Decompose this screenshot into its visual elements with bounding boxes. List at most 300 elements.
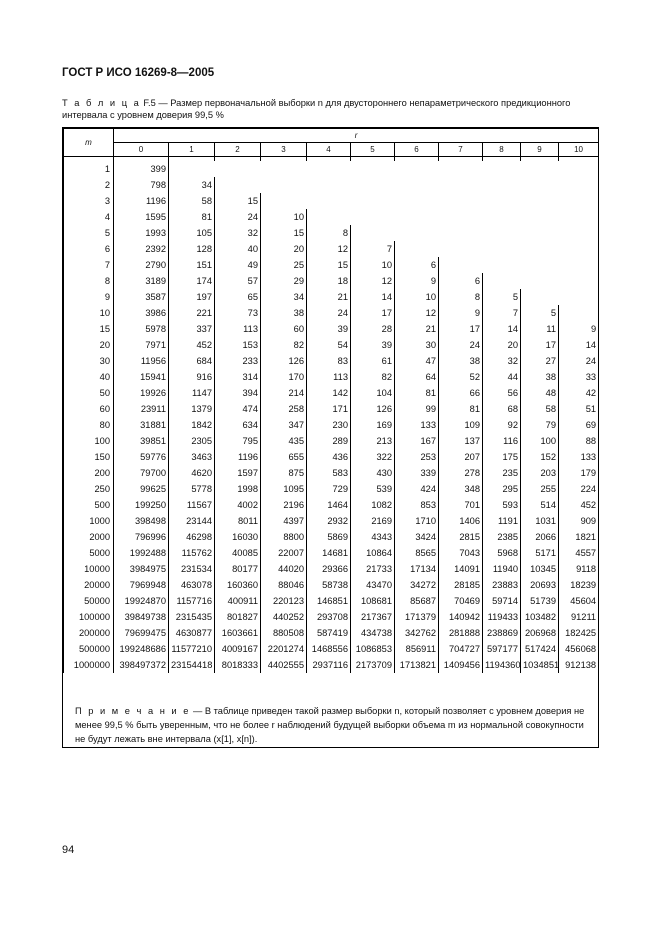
- table-cell: 253: [395, 449, 439, 465]
- table-cell: 68: [483, 401, 521, 417]
- r-value-header: 6: [395, 143, 439, 157]
- row-m-value: 500000: [64, 641, 114, 657]
- table-cell: 52: [439, 369, 483, 385]
- row-m-value: 30: [64, 353, 114, 369]
- r-value-header: 5: [351, 143, 395, 157]
- table-cell: 5968: [483, 545, 521, 561]
- table-cell: 22007: [261, 545, 307, 561]
- row-m-value: 10: [64, 305, 114, 321]
- table-cell: 880508: [261, 625, 307, 641]
- table-cell: 116: [483, 433, 521, 449]
- table-cell: 1821: [559, 529, 599, 545]
- table-cell: 295: [483, 481, 521, 497]
- table-cell: 170: [261, 369, 307, 385]
- table-cell: 2196: [261, 497, 307, 513]
- table-cell: 224: [559, 481, 599, 497]
- table-cell: 24: [439, 337, 483, 353]
- table-cell: 322: [351, 449, 395, 465]
- table-cell: 1406: [439, 513, 483, 529]
- table-cell: [483, 225, 521, 241]
- table-cell: 79: [521, 417, 559, 433]
- table-cell: 104: [351, 385, 395, 401]
- table-cell: 2315435: [169, 609, 215, 625]
- table-cell: 10: [395, 289, 439, 305]
- table-cell: 58: [169, 193, 215, 209]
- table-row: [64, 497, 599, 513]
- table-caption: [62, 97, 602, 121]
- table-row: [64, 273, 599, 289]
- table-cell: 40085: [215, 545, 261, 561]
- table-cell: 58738: [307, 577, 351, 593]
- table-cell: 1147: [169, 385, 215, 401]
- r-value-header: 1: [169, 143, 215, 157]
- table-cell: [559, 177, 599, 193]
- table-cell: [559, 161, 599, 177]
- table-row: [64, 465, 599, 481]
- col-r-header: r: [114, 129, 599, 143]
- table-row: [64, 385, 599, 401]
- table-cell: 337: [169, 321, 215, 337]
- table-cell: [439, 193, 483, 209]
- table-cell: 10345: [521, 561, 559, 577]
- table-row: [64, 257, 599, 273]
- table-cell: 113: [307, 369, 351, 385]
- table-cell: 59714: [483, 593, 521, 609]
- table-cell: 18: [307, 273, 351, 289]
- table-cell: 729: [307, 481, 351, 497]
- table-cell: 293708: [307, 609, 351, 625]
- table-cell: 48: [521, 385, 559, 401]
- table-cell: 436: [307, 449, 351, 465]
- table-cell: 57: [215, 273, 261, 289]
- table-cell: [559, 305, 599, 321]
- table-cell: [261, 193, 307, 209]
- table-cell: 58: [521, 401, 559, 417]
- table-cell: 2169: [351, 513, 395, 529]
- table-cell: 217367: [351, 609, 395, 625]
- table-cell: [439, 161, 483, 177]
- table-cell: 51739: [521, 593, 559, 609]
- table-cell: 4397: [261, 513, 307, 529]
- table-cell: 1086853: [351, 641, 395, 657]
- table-cell: 856911: [395, 641, 439, 657]
- table-cell: 289: [307, 433, 351, 449]
- table-cell: 88: [559, 433, 599, 449]
- table-cell: 169: [351, 417, 395, 433]
- table-cell: 79699475: [114, 625, 169, 641]
- table-cell: 12: [307, 241, 351, 257]
- table-row: [64, 481, 599, 497]
- table-cell: [521, 289, 559, 305]
- caption-label: Т а б л и ц а: [62, 98, 141, 108]
- table-cell: 1196: [114, 193, 169, 209]
- table-cell: 339: [395, 465, 439, 481]
- row-m-value: 20000: [64, 577, 114, 593]
- table-cell: 4557: [559, 545, 599, 561]
- table-row: [64, 577, 599, 593]
- table-cell: 583: [307, 465, 351, 481]
- table-cell: [351, 193, 395, 209]
- table-cell: 38: [439, 353, 483, 369]
- table-cell: 17134: [395, 561, 439, 577]
- table-cell: 46298: [169, 529, 215, 545]
- row-m-value: 80: [64, 417, 114, 433]
- table-cell: 17: [521, 337, 559, 353]
- table-cell: 160360: [215, 577, 261, 593]
- table-cell: [521, 193, 559, 209]
- table-cell: 8: [439, 289, 483, 305]
- table-cell: 199250: [114, 497, 169, 513]
- table-cell: 2937116: [307, 657, 351, 673]
- table-cell: 14: [483, 321, 521, 337]
- table-cell: 2201274: [261, 641, 307, 657]
- table-cell: 3587: [114, 289, 169, 305]
- table-cell: 10: [261, 209, 307, 225]
- table-cell: 119433: [483, 609, 521, 625]
- table-cell: 8018333: [215, 657, 261, 673]
- table-cell: 231534: [169, 561, 215, 577]
- row-m-value: 40: [64, 369, 114, 385]
- table-cell: 1409456: [439, 657, 483, 673]
- table-cell: 394: [215, 385, 261, 401]
- table-row: [64, 177, 599, 193]
- table-cell: 6: [395, 257, 439, 273]
- table-cell: 1993: [114, 225, 169, 241]
- table-cell: 34: [169, 177, 215, 193]
- table-row: [64, 401, 599, 417]
- table-cell: 4630877: [169, 625, 215, 641]
- table-cell: 4620: [169, 465, 215, 481]
- table-cell: 517424: [521, 641, 559, 657]
- table-cell: 514: [521, 497, 559, 513]
- table-row: [64, 209, 599, 225]
- table-cell: 103482: [521, 609, 559, 625]
- row-m-value: 6: [64, 241, 114, 257]
- row-m-value: 100: [64, 433, 114, 449]
- table-cell: 474: [215, 401, 261, 417]
- table-cell: [395, 225, 439, 241]
- table-cell: 593: [483, 497, 521, 513]
- table-cell: [395, 161, 439, 177]
- table-cell: 634: [215, 417, 261, 433]
- row-m-value: 10000: [64, 561, 114, 577]
- table-row: [64, 241, 599, 257]
- table-cell: 100: [521, 433, 559, 449]
- document-header: ГОСТ Р ИСО 16269-8—2005: [62, 67, 215, 79]
- table-cell: 34272: [395, 577, 439, 593]
- table-cell: [261, 177, 307, 193]
- table-cell: 655: [261, 449, 307, 465]
- row-m-value: 1: [64, 161, 114, 177]
- table-cell: 126: [351, 401, 395, 417]
- table-cell: 24: [307, 305, 351, 321]
- table-cell: 399: [114, 161, 169, 177]
- table-cell: 15: [307, 257, 351, 273]
- table-cell: [439, 225, 483, 241]
- table-cell: 16030: [215, 529, 261, 545]
- table-cell: 398497372: [114, 657, 169, 673]
- table-cell: 70469: [439, 593, 483, 609]
- table-cell: 33: [559, 369, 599, 385]
- table-row: [64, 529, 599, 545]
- table-cell: 182425: [559, 625, 599, 641]
- table-cell: 430: [351, 465, 395, 481]
- table-cell: 171379: [395, 609, 439, 625]
- table-cell: 197: [169, 289, 215, 305]
- row-m-value: 7: [64, 257, 114, 273]
- note-label: П р и м е ч а н и е: [75, 706, 191, 716]
- table-cell: [261, 161, 307, 177]
- table-cell: 24: [215, 209, 261, 225]
- table-cell: 798: [114, 177, 169, 193]
- r-value-header: 8: [483, 143, 521, 157]
- table-cell: 214: [261, 385, 307, 401]
- table-row: [64, 625, 599, 641]
- table-cell: [307, 161, 351, 177]
- table-cell: 29: [261, 273, 307, 289]
- table-cell: 19924870: [114, 593, 169, 609]
- table-cell: 1379: [169, 401, 215, 417]
- table-cell: 2173709: [351, 657, 395, 673]
- table-cell: [351, 209, 395, 225]
- table-cell: [169, 161, 215, 177]
- table-cell: 20: [261, 241, 307, 257]
- table-cell: 59776: [114, 449, 169, 465]
- table-cell: 167: [395, 433, 439, 449]
- table-cell: 4343: [351, 529, 395, 545]
- table-cell: 4402555: [261, 657, 307, 673]
- table-cell: 18239: [559, 577, 599, 593]
- table-cell: 80177: [215, 561, 261, 577]
- table-cell: 853: [395, 497, 439, 513]
- table-frame: [62, 127, 599, 748]
- table-cell: [559, 241, 599, 257]
- table-cell: 31881: [114, 417, 169, 433]
- table-cell: 1031: [521, 513, 559, 529]
- sample-size-table: [63, 128, 599, 673]
- table-cell: 19926: [114, 385, 169, 401]
- row-m-value: 500: [64, 497, 114, 513]
- table-cell: [521, 241, 559, 257]
- row-m-value: 20: [64, 337, 114, 353]
- table-cell: 73: [215, 305, 261, 321]
- table-cell: 7971: [114, 337, 169, 353]
- table-cell: 3984975: [114, 561, 169, 577]
- table-cell: 1095: [261, 481, 307, 497]
- table-cell: 23911: [114, 401, 169, 417]
- table-cell: 314: [215, 369, 261, 385]
- table-cell: 14: [351, 289, 395, 305]
- table-row: [64, 353, 599, 369]
- table-cell: 203: [521, 465, 559, 481]
- table-cell: [521, 273, 559, 289]
- table-cell: 91211: [559, 609, 599, 625]
- table-cell: 11: [521, 321, 559, 337]
- table-cell: 2790: [114, 257, 169, 273]
- table-cell: [395, 177, 439, 193]
- table-cell: 7: [483, 305, 521, 321]
- table-cell: 24: [559, 353, 599, 369]
- table-row: [64, 337, 599, 353]
- table-cell: 916: [169, 369, 215, 385]
- table-cell: 8011: [215, 513, 261, 529]
- table-cell: 38: [261, 305, 307, 321]
- table-row: [64, 545, 599, 561]
- table-cell: 15: [215, 193, 261, 209]
- table-row: [64, 161, 599, 177]
- page-number: 94: [62, 844, 75, 856]
- table-cell: 99: [395, 401, 439, 417]
- table-cell: 587419: [307, 625, 351, 641]
- table-cell: 151: [169, 257, 215, 273]
- table-cell: 1194360: [483, 657, 521, 673]
- table-cell: [483, 209, 521, 225]
- table-cell: 29366: [307, 561, 351, 577]
- table-cell: 440252: [261, 609, 307, 625]
- table-cell: 42: [559, 385, 599, 401]
- table-cell: 7: [351, 241, 395, 257]
- table-cell: 1464: [307, 497, 351, 513]
- table-cell: [559, 225, 599, 241]
- table-cell: 9118: [559, 561, 599, 577]
- row-m-value: 15: [64, 321, 114, 337]
- table-cell: 44: [483, 369, 521, 385]
- table-cell: 199248686: [114, 641, 169, 657]
- table-cell: 39: [351, 337, 395, 353]
- table-cell: 342762: [395, 625, 439, 641]
- table-cell: 2385: [483, 529, 521, 545]
- table-cell: 5171: [521, 545, 559, 561]
- table-cell: 6: [439, 273, 483, 289]
- table-cell: 60: [261, 321, 307, 337]
- table-cell: 4009167: [215, 641, 261, 657]
- table-cell: [395, 241, 439, 257]
- table-cell: 400911: [215, 593, 261, 609]
- table-cell: 4002: [215, 497, 261, 513]
- table-cell: 49: [215, 257, 261, 273]
- table-cell: 115762: [169, 545, 215, 561]
- table-cell: 47: [395, 353, 439, 369]
- row-m-value: 2000: [64, 529, 114, 545]
- table-cell: 25: [261, 257, 307, 273]
- table-cell: 12: [351, 273, 395, 289]
- table-cell: 38: [521, 369, 559, 385]
- table-cell: 2305: [169, 433, 215, 449]
- row-m-value: 1000000: [64, 657, 114, 673]
- table-cell: [439, 177, 483, 193]
- table-cell: [483, 193, 521, 209]
- row-m-value: 250: [64, 481, 114, 497]
- table-cell: 452: [559, 497, 599, 513]
- table-cell: 1034851: [521, 657, 559, 673]
- table-cell: 452: [169, 337, 215, 353]
- table-cell: 456068: [559, 641, 599, 657]
- table-cell: 398498: [114, 513, 169, 529]
- table-cell: 14681: [307, 545, 351, 561]
- row-m-value: 200: [64, 465, 114, 481]
- table-cell: [559, 257, 599, 273]
- caption-text: F.5 — Размер первоначальной выборки n для двустороннего непараметрического предикционного интервала с уровнем доверия 99,5 %: [62, 98, 571, 120]
- table-cell: 435: [261, 433, 307, 449]
- row-m-value: 200000: [64, 625, 114, 641]
- table-cell: 27: [521, 353, 559, 369]
- table-cell: 17: [439, 321, 483, 337]
- table-cell: 1992488: [114, 545, 169, 561]
- row-m-value: 3: [64, 193, 114, 209]
- table-cell: 9: [559, 321, 599, 337]
- table-cell: 81: [395, 385, 439, 401]
- r-value-header: 4: [307, 143, 351, 157]
- table-cell: 2932: [307, 513, 351, 529]
- table-cell: 109: [439, 417, 483, 433]
- table-cell: 1157716: [169, 593, 215, 609]
- table-row: [64, 369, 599, 385]
- table-cell: 1998: [215, 481, 261, 497]
- table-cell: 92: [483, 417, 521, 433]
- table-cell: [483, 161, 521, 177]
- table-cell: 21: [395, 321, 439, 337]
- table-cell: 61: [351, 353, 395, 369]
- table-cell: [483, 241, 521, 257]
- r-value-header: 0: [114, 143, 169, 157]
- table-cell: 43470: [351, 577, 395, 593]
- table-cell: 39849738: [114, 609, 169, 625]
- table-cell: 17: [351, 305, 395, 321]
- table-cell: 126: [261, 353, 307, 369]
- table-cell: 45604: [559, 593, 599, 609]
- table-cell: 88046: [261, 577, 307, 593]
- table-cell: 113: [215, 321, 261, 337]
- table-cell: 39: [307, 321, 351, 337]
- table-row: [64, 593, 599, 609]
- table-cell: 56: [483, 385, 521, 401]
- table-cell: 5778: [169, 481, 215, 497]
- table-cell: 233: [215, 353, 261, 369]
- table-cell: 3463: [169, 449, 215, 465]
- table-cell: 21: [307, 289, 351, 305]
- table-cell: 133: [395, 417, 439, 433]
- table-cell: 684: [169, 353, 215, 369]
- table-row: [64, 225, 599, 241]
- table-cell: 15: [261, 225, 307, 241]
- table-cell: 99625: [114, 481, 169, 497]
- table-cell: 2815: [439, 529, 483, 545]
- table-cell: 1710: [395, 513, 439, 529]
- row-m-value: 50: [64, 385, 114, 401]
- table-cell: 1196: [215, 449, 261, 465]
- table-cell: 1595: [114, 209, 169, 225]
- table-cell: 23144: [169, 513, 215, 529]
- table-cell: 5: [483, 289, 521, 305]
- row-m-value: 5: [64, 225, 114, 241]
- table-cell: 220123: [261, 593, 307, 609]
- table-cell: 30: [395, 337, 439, 353]
- table-cell: 105: [169, 225, 215, 241]
- table-cell: 12: [395, 305, 439, 321]
- table-cell: [559, 209, 599, 225]
- table-cell: 5869: [307, 529, 351, 545]
- table-cell: 5: [521, 305, 559, 321]
- table-cell: [395, 193, 439, 209]
- table-cell: 2066: [521, 529, 559, 545]
- table-cell: [483, 257, 521, 273]
- table-cell: 539: [351, 481, 395, 497]
- table-cell: 153: [215, 337, 261, 353]
- row-m-value: 2: [64, 177, 114, 193]
- table-cell: 44020: [261, 561, 307, 577]
- table-row: [64, 417, 599, 433]
- table-cell: 21733: [351, 561, 395, 577]
